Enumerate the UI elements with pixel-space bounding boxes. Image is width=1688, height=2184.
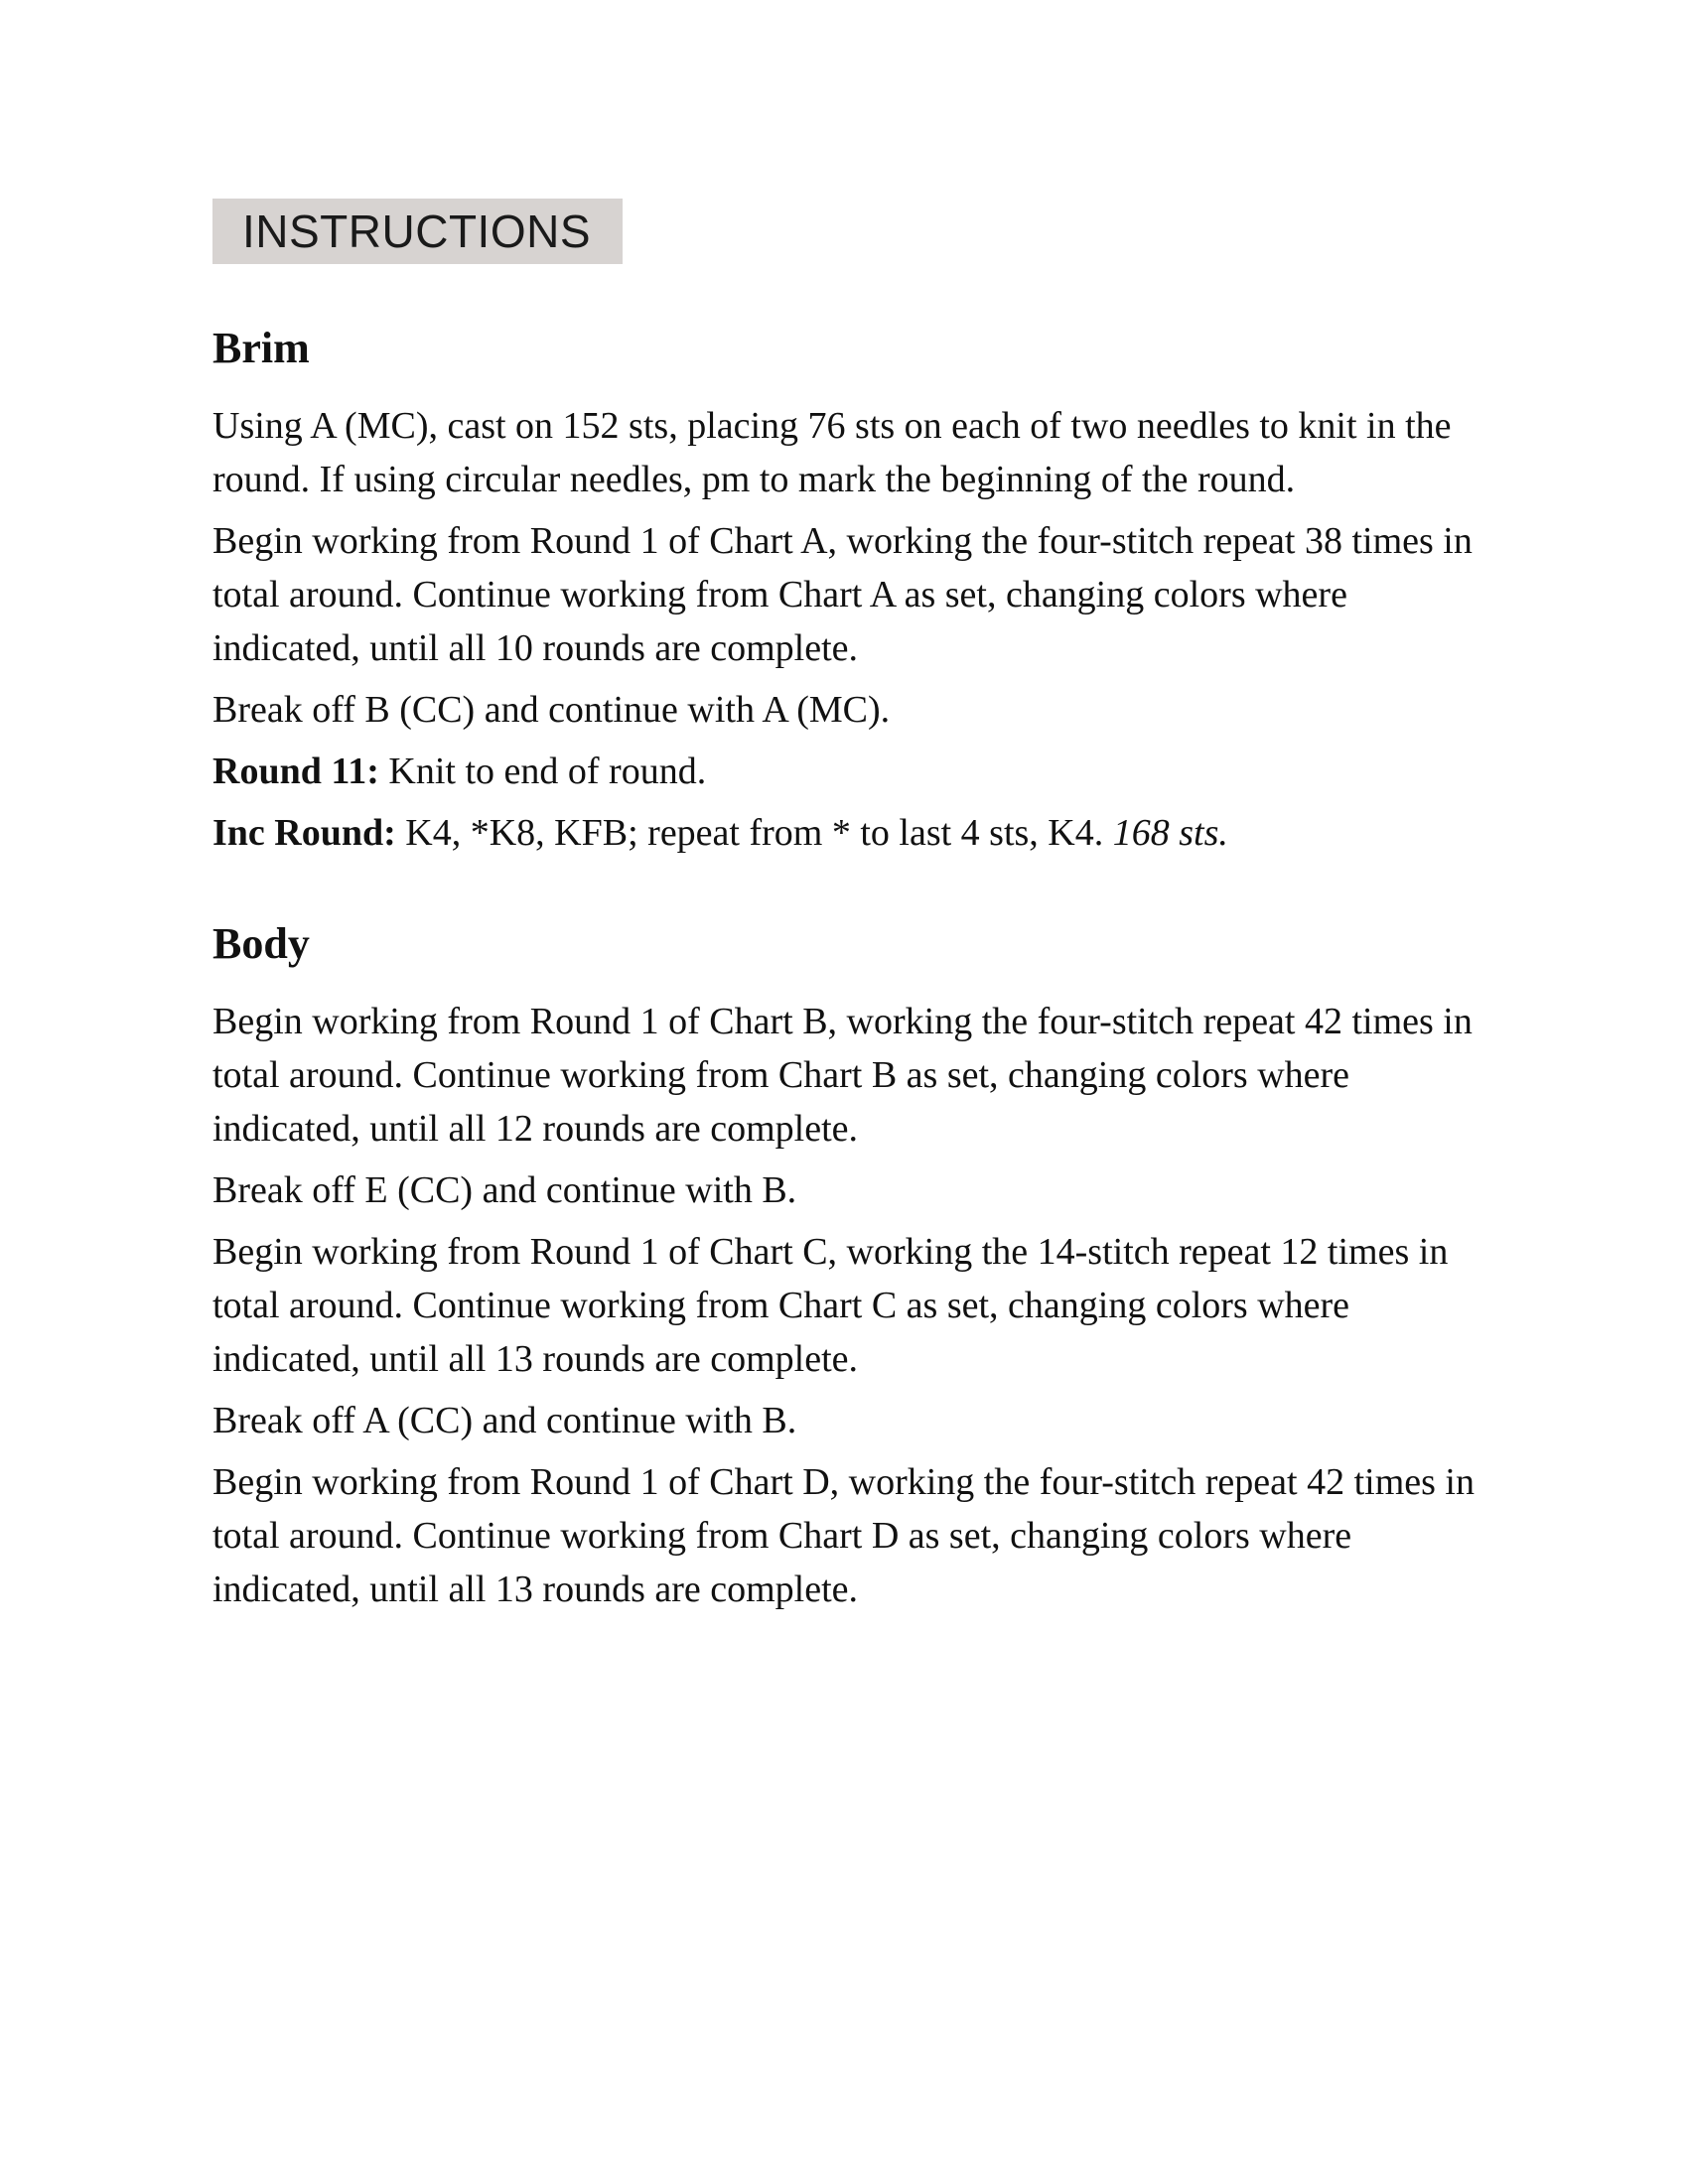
section-label-instructions: INSTRUCTIONS bbox=[212, 199, 623, 264]
body-paragraph-2: Break off E (CC) and continue with B. bbox=[212, 1169, 797, 1211]
heading-brim: Brim bbox=[212, 324, 310, 372]
body-paragraph-3: Begin working from Round 1 of Chart C, working the 14-stitch repeat 12 times in total around. Continue working from Chart C as set, changing colors where indicated, until all 13 rounds are complete. bbox=[212, 1231, 1449, 1380]
inc-round-text: K4, *K8, KFB; repeat from * to last 4 sts, K4. bbox=[395, 812, 1113, 854]
brim-paragraph-3: Break off B (CC) and continue with A (MC). bbox=[212, 689, 891, 731]
brim-paragraph-2: Begin working from Round 1 of Chart A, working the four-stitch repeat 38 times in total around. Continue working from Chart A as set, changing colors where indicated, until all 10 rounds are complete. bbox=[212, 520, 1473, 669]
round-11-label: Round 11: bbox=[212, 751, 379, 792]
inc-round-label: Inc Round: bbox=[212, 812, 396, 854]
heading-body: Body bbox=[212, 919, 310, 968]
body-paragraph-1: Begin working from Round 1 of Chart B, working the four-stitch repeat 42 times in total around. Continue working from Chart B as set, changing colors where indicated, until all 12 rounds are complete. bbox=[212, 1001, 1473, 1150]
brim-paragraph-round-11 bbox=[212, 745, 1503, 798]
brim-paragraph-inc-round bbox=[212, 806, 1503, 860]
body-paragraph-5: Begin working from Round 1 of Chart D, working the four-stitch repeat 42 times in total around. Continue working from Chart D as set, changing colors where indicated, until all 13 rounds are complete. bbox=[212, 1461, 1475, 1610]
round-11-text: Knit to end of round. bbox=[378, 751, 707, 792]
document-page bbox=[212, 199, 1503, 1624]
body-paragraph-4: Break off A (CC) and continue with B. bbox=[212, 1400, 797, 1441]
brim-paragraph-1: Using A (MC), cast on 152 sts, placing 76 sts on each of two needles to knit in the round. If using circular needles, pm to mark the beginning of the round. bbox=[212, 405, 1452, 500]
inc-round-stitch-count: 168 sts. bbox=[1112, 812, 1228, 854]
